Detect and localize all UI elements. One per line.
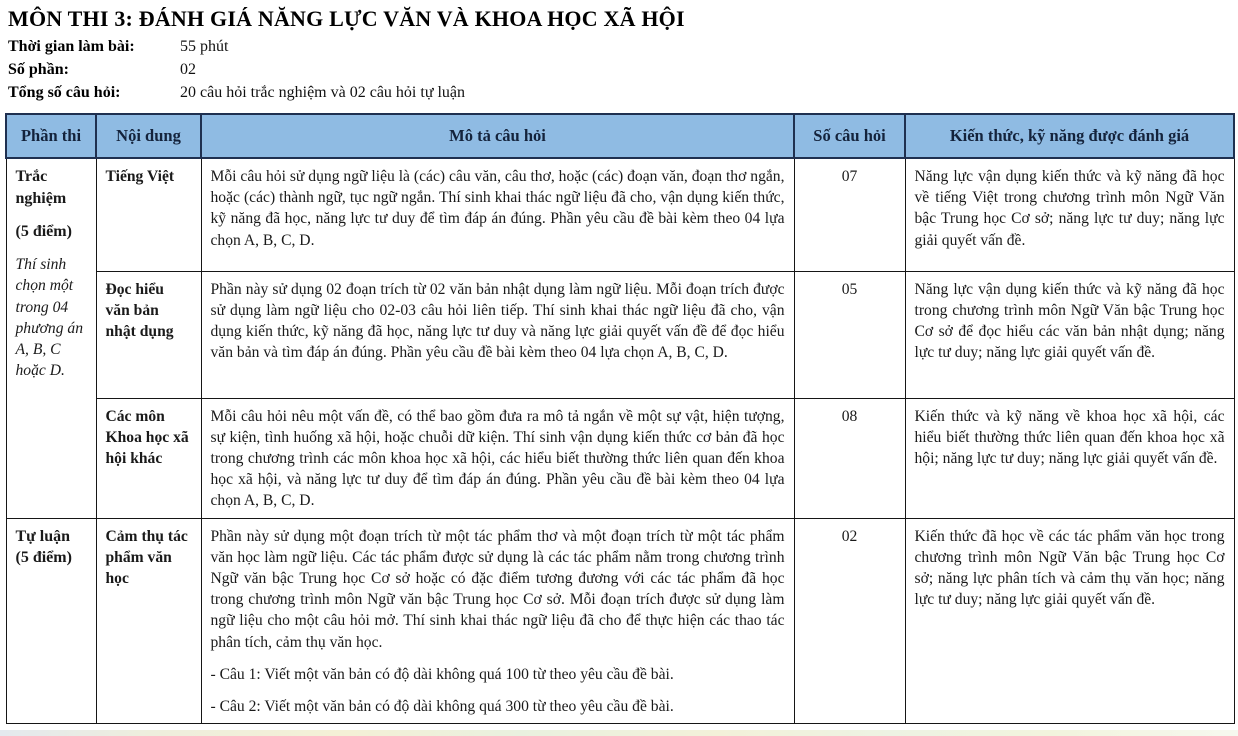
- description-cell: [201, 398, 794, 518]
- skills-text: Năng lực vận dụng kiến thức và kỹ năng đã học trong chương trình môn Ngữ Văn bậc Trung học Cơ sở để đọc hiểu các văn bản nhật dụng; năng lực tư duy; năng lực giải quyết vấn đề.: [914, 280, 1225, 362]
- topic-khoa-hoc-xa-hoi: Các môn Khoa học xã hội khác: [96, 398, 201, 518]
- meta-label-parts: Số phần:: [8, 61, 69, 78]
- meta-value-duration: 55 phút: [180, 38, 229, 55]
- description-cell: [201, 518, 794, 724]
- skills-cell: [905, 158, 1234, 271]
- description-text: Phần này sử dụng 02 đoạn trích từ 02 văn bản nhật dụng làm ngữ liệu. Mỗi đoạn trích được sử dụng làm ngữ liệu cho 02-03 câu hỏi liên tiếp. Thí sinh khai thác ngữ liệu đã cho, vận dụng kiến thức, kỹ năng đã học, năng lực tư duy và năng lực giải quyết vấn đề để đọc hiểu văn bản và tìm đáp án đúng. Phần yêu cầu đề bài kèm theo 04 lựa chọn A, B, C, D.: [210, 280, 785, 362]
- table-row: [6, 518, 1234, 724]
- table-header-row: [6, 114, 1234, 158]
- skills-text: Năng lực vận dụng kiến thức và kỹ năng đã học về tiếng Việt trong chương trình môn Ngữ Văn bậc Trung học Cơ sở; năng lực tư duy; năng lực giải quyết vấn đề.: [914, 168, 1225, 249]
- section-points: (5 điểm): [15, 549, 72, 567]
- description-text: Phần này sử dụng một đoạn trích từ một tác phẩm thơ và một đoạn trích từ một tác phẩm văn học làm ngữ liệu. Các tác phẩm được sử dụng là các tác phẩm nằm trong chương trình Ngữ văn bậc Trung học Cơ sở hoặc có đặc điểm tương đương với các tác phẩm đã học trong chương trình môn Ngữ văn bậc Trung học Cơ sở. Mỗi đoạn trích được sử dụng làm ngữ liệu cho một câu hỏi mở. Thí sinh khai thác ngữ liệu đã cho để thực hiện các thao tác phân tích, cảm thụ văn học.: [210, 527, 785, 651]
- header-mo-ta: Mô tả câu hỏi: [201, 114, 794, 158]
- table-row: [6, 158, 1234, 271]
- meta-block: [8, 35, 1238, 104]
- skills-text: Kiến thức và kỹ năng về khoa học xã hội, các hiểu biết thường thức liên quan đến khoa học xã hội; năng lực tư duy; năng lực giải quyết vấn đề.: [914, 407, 1225, 467]
- description-text: Mỗi câu hỏi nêu một vấn đề, có thể bao gồm đưa ra mô tả ngắn về một sự vật, hiện tượng, sự kiện, tình huống xã hội, hoặc chuỗi dữ kiện. Thí sinh vận dụng kiến thức cơ bản đã học trong chương trình các môn khoa học xã hội, các hiểu biết thường thức liên quan đến khoa học xã hội, và năng lực tư duy để tìm đáp án đúng. Phần yêu cầu đề bài kèm theo 04 lựa chọn A, B, C, D.: [210, 407, 785, 510]
- description-cell: [201, 158, 794, 271]
- meta-value-total-questions: 20 câu hỏi trắc nghiệm và 02 câu hỏi tự luận: [180, 84, 466, 101]
- section-cell-tu-luan: [6, 518, 96, 724]
- meta-label-total-questions: Tổng số câu hỏi:: [8, 84, 121, 101]
- header-so-cau-hoi: Số câu hỏi: [794, 114, 905, 158]
- skills-text: Kiến thức đã học về các tác phẩm văn học trong chương trình môn Ngữ Văn bậc Trung học Cơ sở; năng lực phân tích và cảm thụ văn học; năng lực tư duy; năng lực giải quyết vấn đề.: [914, 527, 1225, 609]
- question-count: 05: [794, 271, 905, 398]
- skills-cell: [905, 518, 1234, 724]
- description-cell: [201, 271, 794, 398]
- question-count: 02: [794, 518, 905, 724]
- meta-label-duration: Thời gian làm bài:: [8, 38, 135, 55]
- bottom-strip: [0, 730, 1238, 736]
- meta-row-duration: [8, 35, 1238, 58]
- topic-tieng-viet: Tiếng Việt: [96, 158, 201, 271]
- topic-cam-thu: Cảm thụ tác phẩm văn học: [96, 518, 201, 724]
- description-text: Mỗi câu hỏi sử dụng ngữ liệu là (các) câu văn, câu thơ, hoặc (các) đoạn văn, đoạn thơ ngắn, hoặc (các) thành ngữ, tục ngữ ngắn. Thí sinh khai thác ngữ liệu đã cho, vận dụng kiến thức, kỹ năng đã học, năng lực tư duy để tìm đáp án đúng. Phần yêu cầu đề bài kèm theo 04 lựa chọn A, B, C, D.: [210, 168, 785, 249]
- section-points: (5 điểm): [15, 222, 72, 240]
- header-noi-dung: Nội dung: [96, 114, 201, 158]
- section-cell-trac-nghiem: [6, 158, 96, 518]
- section-name: Tự luận: [15, 527, 71, 545]
- meta-row-parts: [8, 58, 1238, 81]
- header-phan-thi: Phần thi: [6, 114, 96, 158]
- section-note: Thí sinh chọn một trong 04 phương án A, B, C hoặc D.: [15, 256, 84, 380]
- question-count: 07: [794, 158, 905, 271]
- table-row: [6, 398, 1234, 518]
- topic-doc-hieu: Đọc hiểu văn bản nhật dụng: [96, 271, 201, 398]
- description-item-1: - Câu 1: Viết một văn bản có độ dài không quá 100 từ theo yêu cầu đề bài.: [210, 665, 674, 683]
- skills-cell: [905, 271, 1234, 398]
- meta-row-total-questions: [8, 81, 1238, 104]
- meta-value-parts: 02: [180, 61, 196, 78]
- question-count: 08: [794, 398, 905, 518]
- exam-structure-table: [5, 113, 1235, 724]
- skills-cell: [905, 398, 1234, 518]
- description-item-2: - Câu 2: Viết một văn bản có độ dài không quá 300 từ theo yêu cầu đề bài.: [210, 697, 674, 715]
- page-title: MÔN THI 3: ĐÁNH GIÁ NĂNG LỰC VĂN VÀ KHOA HỌC XÃ HỘI: [8, 6, 685, 31]
- section-name: Trắc nghiệm: [15, 168, 67, 207]
- header-kien-thuc: Kiến thức, kỹ năng được đánh giá: [905, 114, 1234, 158]
- table-row: [6, 271, 1234, 398]
